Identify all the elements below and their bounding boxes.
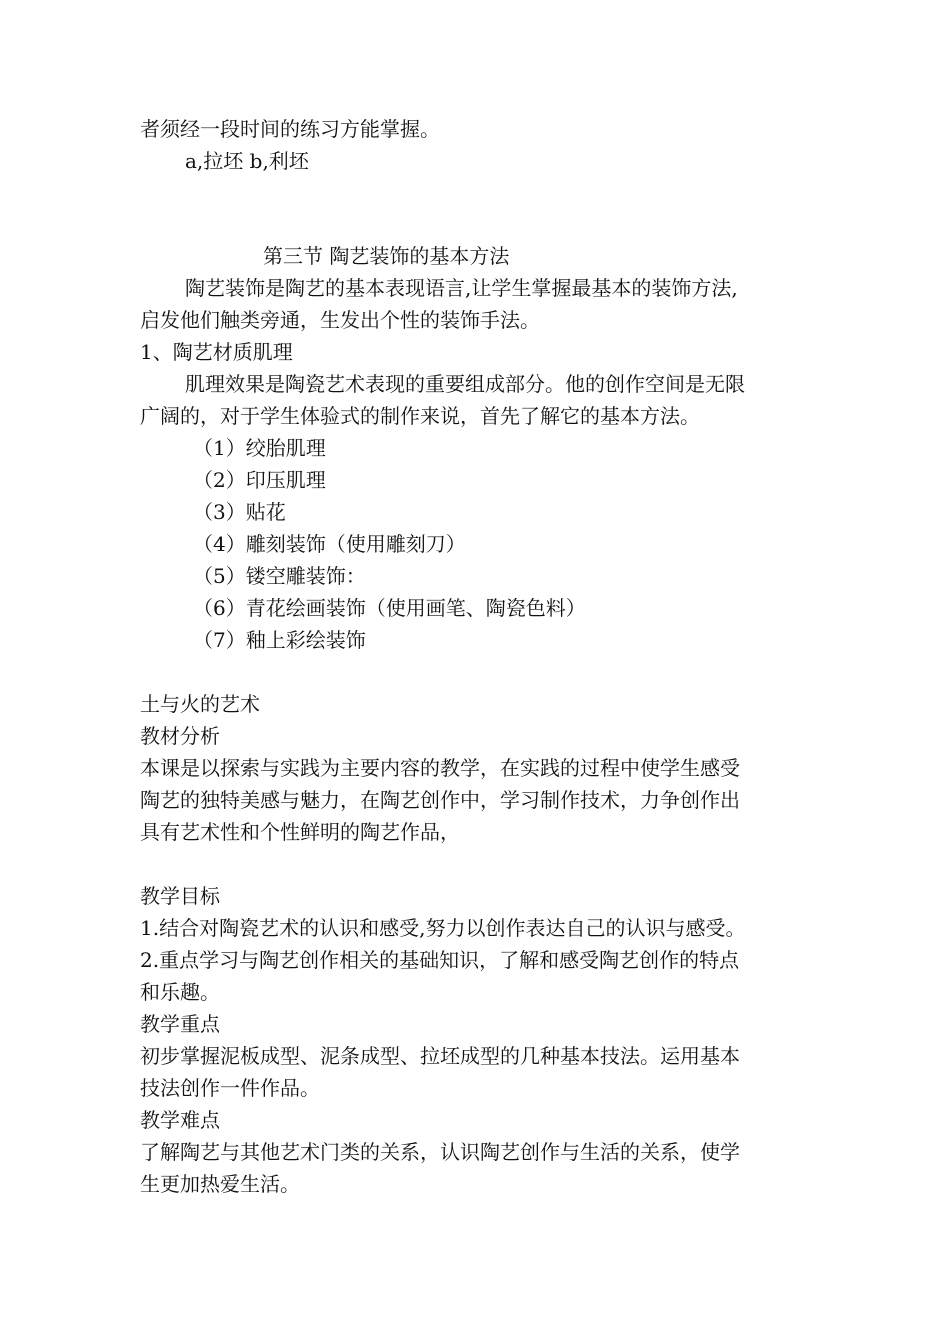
paragraph-line: 陶艺的独特美感与魅力，在陶艺创作中，学习制作技术，力争创作出 (140, 788, 740, 812)
paragraph-line: 和乐趣。 (140, 980, 220, 1004)
paragraph-line: 者须经一段时间的练习方能掌握。 (140, 117, 440, 141)
section-label: 教学目标 (140, 884, 220, 908)
paragraph-line: 了解陶艺与其他艺术门类的关系，认识陶艺创作与生活的关系，使学 (140, 1140, 740, 1164)
subsection-title: 1、陶艺材质肌理 (140, 340, 293, 364)
lesson-title: 土与火的艺术 (140, 692, 260, 716)
list-item: （3）贴花 (193, 500, 286, 524)
section-label: 教材分析 (140, 724, 220, 748)
paragraph-line: 本课是以探索与实践为主要内容的教学，在实践的过程中使学生感受 (140, 756, 740, 780)
section-heading: 第三节 陶艺装饰的基本方法 (263, 244, 510, 268)
section-label: 教学难点 (140, 1108, 220, 1132)
paragraph-line: 1.结合对陶瓷艺术的认识和感受,努力以创作表达自己的认识与感受。 (140, 916, 746, 940)
paragraph-line: 具有艺术性和个性鲜明的陶艺作品， (140, 820, 460, 844)
list-item: （4）雕刻装饰（使用雕刻刀） (193, 532, 466, 556)
list-item: （1）绞胎肌理 (193, 436, 326, 460)
paragraph-line: 启发他们触类旁通，生发出个性的装饰手法。 (140, 308, 540, 332)
list-item: （2）印压肌理 (193, 468, 326, 492)
paragraph-line: 2.重点学习与陶艺创作相关的基础知识，了解和感受陶艺创作的特点 (140, 948, 740, 972)
list-item: （5）镂空雕装饰： (193, 564, 366, 588)
paragraph-line: 初步掌握泥板成型、泥条成型、拉坯成型的几种基本技法。运用基本 (140, 1044, 740, 1068)
paragraph-line: 肌理效果是陶瓷艺术表现的重要组成部分。他的创作空间是无限 (185, 372, 745, 396)
paragraph-line: 陶艺装饰是陶艺的基本表现语言,让学生掌握最基本的装饰方法, (185, 276, 738, 300)
paragraph-line: a,拉坯 b,利坯 (185, 149, 309, 173)
list-item: （7）釉上彩绘装饰 (193, 628, 366, 652)
paragraph-line: 技法创作一件作品。 (140, 1076, 320, 1100)
list-item: （6）青花绘画装饰（使用画笔、陶瓷色料） (193, 596, 586, 620)
section-label: 教学重点 (140, 1012, 220, 1036)
paragraph-line: 生更加热爱生活。 (140, 1172, 300, 1196)
paragraph-line: 广阔的，对于学生体验式的制作来说，首先了解它的基本方法。 (140, 404, 700, 428)
